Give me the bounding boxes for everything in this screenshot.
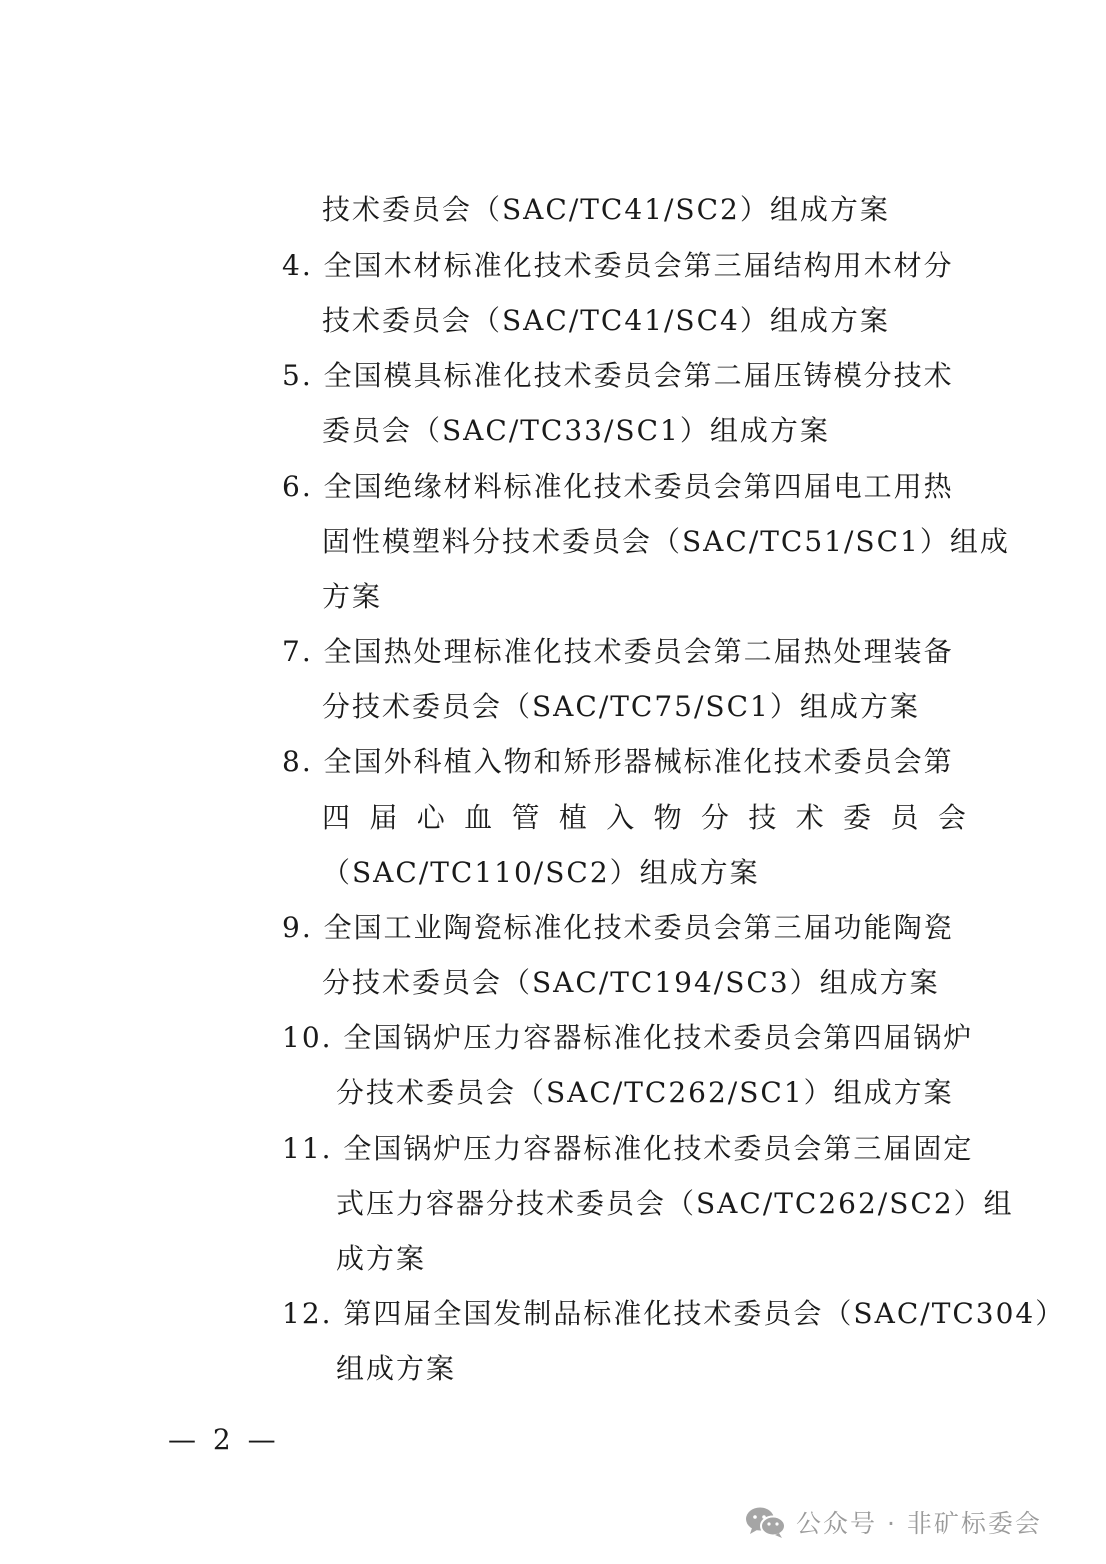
item-11-line-2: 式压力容器分技术委员会（SAC/TC262/SC2）组 bbox=[336, 1187, 1014, 1220]
char: 植 bbox=[558, 801, 587, 834]
char: 会 bbox=[937, 801, 966, 834]
item-6-line-1: 6. 全国绝缘材料标准化技术委员会第四届电工用热 bbox=[282, 470, 954, 503]
char: 心 bbox=[416, 801, 445, 834]
char: 分 bbox=[701, 801, 730, 834]
item-5-line-1: 5. 全国模具标准化技术委员会第二届压铸模分技术 bbox=[282, 359, 954, 392]
item-11-line-3: 成方案 bbox=[336, 1242, 427, 1275]
watermark-text: 公众号 · 非矿标委会 bbox=[796, 1509, 1042, 1538]
page-number: — 2 — bbox=[168, 1423, 280, 1456]
item-9-line-2: 分技术委员会（SAC/TC194/SC3）组成方案 bbox=[322, 966, 940, 999]
item-8-line-3: （SAC/TC110/SC2）组成方案 bbox=[322, 856, 760, 889]
item-6-line-2: 固性模塑料分技术委员会（SAC/TC51/SC1）组成 bbox=[322, 525, 1010, 558]
wechat-watermark bbox=[744, 1497, 1042, 1547]
item-8-line-2 bbox=[322, 798, 966, 838]
char: 技 bbox=[748, 801, 777, 834]
char: 物 bbox=[653, 801, 682, 834]
char: 术 bbox=[795, 801, 824, 834]
char: 管 bbox=[511, 801, 540, 834]
char: 血 bbox=[464, 801, 493, 834]
char: 入 bbox=[606, 801, 635, 834]
item-6-line-3: 方案 bbox=[322, 580, 383, 613]
item-8-line-1: 8. 全国外科植入物和矫形器械标准化技术委员会第 bbox=[282, 745, 954, 778]
item-4-line-1: 4. 全国木材标准化技术委员会第三届结构用木材分 bbox=[282, 249, 954, 282]
item-7-line-2: 分技术委员会（SAC/TC75/SC1）组成方案 bbox=[322, 690, 920, 723]
item-5-line-2: 委员会（SAC/TC33/SC1）组成方案 bbox=[322, 414, 830, 447]
char: 委 bbox=[843, 801, 872, 834]
item-12-line-2: 组成方案 bbox=[336, 1352, 457, 1385]
item-3-continuation: 技术委员会（SAC/TC41/SC2）组成方案 bbox=[322, 193, 890, 226]
wechat-icon bbox=[744, 1504, 788, 1540]
item-10-line-1: 10. 全国锅炉压力容器标准化技术委员会第四届锅炉 bbox=[282, 1021, 974, 1054]
char: 四 bbox=[322, 801, 351, 834]
item-10-line-2: 分技术委员会（SAC/TC262/SC1）组成方案 bbox=[336, 1076, 954, 1109]
char: 员 bbox=[890, 801, 919, 834]
item-11-line-1: 11. 全国锅炉压力容器标准化技术委员会第三届固定 bbox=[282, 1132, 974, 1165]
item-4-line-2: 技术委员会（SAC/TC41/SC4）组成方案 bbox=[322, 304, 890, 337]
item-12-line-1: 12. 第四届全国发制品标准化技术委员会（SAC/TC304） bbox=[282, 1297, 1066, 1330]
item-9-line-1: 9. 全国工业陶瓷标准化技术委员会第三届功能陶瓷 bbox=[282, 911, 954, 944]
item-7-line-1: 7. 全国热处理标准化技术委员会第二届热处理装备 bbox=[282, 635, 954, 668]
char: 届 bbox=[369, 801, 398, 834]
